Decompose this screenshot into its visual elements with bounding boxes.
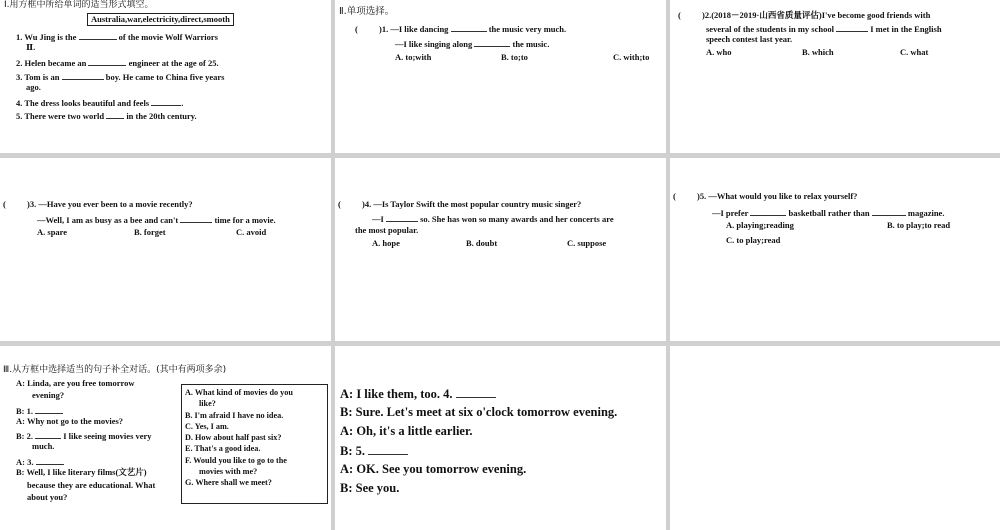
answer-blank[interactable] xyxy=(180,213,212,223)
answer-blank[interactable] xyxy=(836,22,868,32)
answer-blank[interactable] xyxy=(368,441,408,455)
answer-blank[interactable] xyxy=(386,212,418,222)
answer-paren[interactable]: ( xyxy=(673,191,676,201)
question-3-line-2 xyxy=(37,213,276,226)
dialogue-line: B: Well, I like literary films(文艺片) xyxy=(16,467,147,477)
option-a[interactable]: A. who xyxy=(706,47,732,57)
q1-text-b: the music very much. xyxy=(488,24,567,34)
q1-text-a: 1. Wu Jing is the xyxy=(16,32,77,42)
dialogue-line: A: OK. See you tomorrow evening. xyxy=(340,462,527,476)
answer-paren[interactable]: ( xyxy=(355,24,358,34)
q5-text-b: in the 20th century. xyxy=(126,111,197,121)
dialogue-text: A: 3. xyxy=(16,457,34,467)
question-3 xyxy=(3,199,193,210)
q5-text-a: 5. There were two world xyxy=(16,111,105,121)
q3-text-a: 3. Tom is an xyxy=(16,72,60,82)
dialogue-panel xyxy=(0,346,331,530)
answer-blank[interactable] xyxy=(62,70,104,80)
option-a[interactable]: A. What kind of movies do you xyxy=(185,388,293,397)
answer-blank[interactable] xyxy=(474,37,510,47)
answer-blank[interactable] xyxy=(79,30,117,40)
q2-text-b: engineer at the age of 25. xyxy=(128,58,219,68)
option-f[interactable]: F. Would you like to go to the xyxy=(185,455,287,465)
answer-blank[interactable] xyxy=(451,22,487,32)
option-e[interactable]: E. That's a good idea. xyxy=(185,444,261,454)
question-2 xyxy=(678,10,930,21)
q2-text-d: speech contest last year. xyxy=(706,34,793,44)
q2-text-b: several of the students in my school xyxy=(706,24,834,34)
answer-blank[interactable] xyxy=(88,56,126,66)
dialogue-line xyxy=(340,441,408,461)
option-c[interactable]: C. with;to xyxy=(613,52,650,62)
section-heading: Ⅰ.用方框中所给单词的适当形式填空。 xyxy=(4,0,154,10)
option-f-cont[interactable]: movies with me? xyxy=(199,467,258,477)
option-b[interactable]: B. which xyxy=(802,47,834,57)
q3-text-c: time for a movie. xyxy=(214,215,276,225)
option-b[interactable]: B. doubt xyxy=(466,238,498,248)
dialogue-continuation-panel xyxy=(335,346,666,530)
q5-text-c: basketball rather than xyxy=(788,208,870,218)
multiple-choice-panel xyxy=(335,0,666,153)
option-c[interactable]: C. suppose xyxy=(567,238,607,248)
dialogue-line: much. xyxy=(32,441,55,451)
q2-text-c: I met in the English xyxy=(870,24,942,34)
answer-blank[interactable] xyxy=(750,206,786,216)
option-b[interactable]: B. I'm afraid I have no idea. xyxy=(185,410,284,420)
q2-text-a: )2.(2018－2019·山西省质量评估)I've become good friends with xyxy=(702,10,931,20)
answer-blank[interactable] xyxy=(35,404,63,414)
q4-text-d: the most popular. xyxy=(355,225,419,235)
answer-blank[interactable] xyxy=(35,429,61,439)
empty-panel xyxy=(670,346,1000,530)
q5-text-b: —I prefer xyxy=(712,208,749,218)
q3-text-b: boy. He came to China five years xyxy=(105,72,225,82)
option-c[interactable]: C. Yes, I am. xyxy=(185,421,229,431)
answer-blank[interactable] xyxy=(872,206,906,216)
q1-text-a: )1. —I like dancing xyxy=(379,24,449,34)
option-d[interactable]: D. How about half past six? xyxy=(185,433,282,443)
question-5-line-2 xyxy=(712,206,944,219)
q4-text-b: —I xyxy=(372,214,384,224)
q4-text-b: . xyxy=(181,98,184,108)
answer-blank[interactable] xyxy=(456,384,496,398)
question-4 xyxy=(338,199,581,210)
question-5 xyxy=(673,191,857,202)
word-fill-panel xyxy=(0,0,331,153)
answer-blank[interactable] xyxy=(36,455,64,465)
q1-text-b: of the movie Wolf Warriors xyxy=(118,32,218,42)
q3-text-b: —Well, I am as busy as a bee and can't xyxy=(37,215,179,225)
dialogue-line: B: See you. xyxy=(340,481,400,495)
question-3 xyxy=(16,70,224,83)
q4-text-a: 4. The dress looks beautiful and feels xyxy=(16,98,150,108)
dialogue-line: A: Linda, are you free tomorrow xyxy=(16,378,135,388)
answer-paren[interactable]: ( xyxy=(338,199,341,209)
section-heading: Ⅱ.单项选择。 xyxy=(339,6,395,17)
option-a-cont[interactable]: like? xyxy=(199,399,216,409)
dialogue-line xyxy=(340,384,496,404)
q2-text-a: 2. Helen became an xyxy=(16,58,87,68)
answer-paren[interactable]: ( xyxy=(678,10,681,20)
q4-text-c: so. She has won so many awards and her concerts are xyxy=(420,214,614,224)
multiple-choice-panel xyxy=(670,0,1000,153)
multiple-choice-panel xyxy=(335,158,666,341)
option-a[interactable]: A. playing;reading xyxy=(726,220,794,230)
option-a[interactable]: A. to;with xyxy=(395,52,432,62)
option-b[interactable]: B. to play;to read xyxy=(887,220,951,230)
q1-text-d: the music. xyxy=(512,39,550,49)
question-2 xyxy=(16,56,219,69)
question-1 xyxy=(16,30,218,43)
dialogue-line: evening? xyxy=(32,390,65,400)
option-b[interactable]: B. forget xyxy=(134,227,166,237)
word-box: Australia,war,electricity,direct,smooth xyxy=(87,13,234,26)
dialogue-line: B: Sure. Let's meet at six o'clock tomorrow evening. xyxy=(340,405,618,419)
dialogue-line: A: Oh, it's a little earlier. xyxy=(340,424,473,438)
dialogue-line: because they are educational. What xyxy=(27,480,156,490)
option-a[interactable]: A. hope xyxy=(372,238,400,248)
answer-paren[interactable]: ( xyxy=(3,199,6,209)
multiple-choice-panel xyxy=(670,158,1000,341)
question-5 xyxy=(16,109,197,122)
dialogue-text: A: I like them, too. 4. xyxy=(340,387,453,401)
dialogue-line: A: Why not go to the movies? xyxy=(16,416,124,426)
q4-text-a: )4. —Is Taylor Swift the most popular country music singer? xyxy=(362,199,582,209)
q5-text-a: )5. —What would you like to relax yourself? xyxy=(697,191,858,201)
multiple-choice-panel xyxy=(0,158,331,341)
question-4-line-2 xyxy=(372,212,614,225)
option-c[interactable]: C. avoid xyxy=(236,227,267,237)
option-b[interactable]: B. to;to xyxy=(501,52,528,62)
option-c[interactable]: C. what xyxy=(900,47,929,57)
answer-blank[interactable] xyxy=(106,109,124,119)
q1-text-c: Ⅱ. xyxy=(26,42,36,52)
section-heading: Ⅲ.从方框中选择适当的句子补全对话。(其中有两项多余) xyxy=(3,365,227,375)
question-4 xyxy=(16,96,183,109)
q1-text-c: —I like singing along xyxy=(395,39,473,49)
option-a[interactable]: A. spare xyxy=(37,227,68,237)
question-1-line-2 xyxy=(395,37,549,50)
dialogue-line: about you? xyxy=(27,492,68,502)
option-g[interactable]: G. Where shall we meet? xyxy=(185,478,272,488)
q5-text-d: magazine. xyxy=(907,208,945,218)
options-box xyxy=(181,384,328,504)
dialogue-text: B: 5. xyxy=(340,444,365,458)
option-c[interactable]: C. to play;read xyxy=(726,235,781,245)
q3-text-c: ago. xyxy=(26,82,41,92)
q3-text-a: )3. —Have you ever been to a movie recently? xyxy=(27,199,193,209)
dialogue-text: B: 2. xyxy=(16,431,33,441)
dialogue-text: I like seeing movies very xyxy=(63,431,152,441)
dialogue-text: B: 1. xyxy=(16,406,33,416)
question-1 xyxy=(355,22,566,35)
answer-blank[interactable] xyxy=(151,96,184,108)
